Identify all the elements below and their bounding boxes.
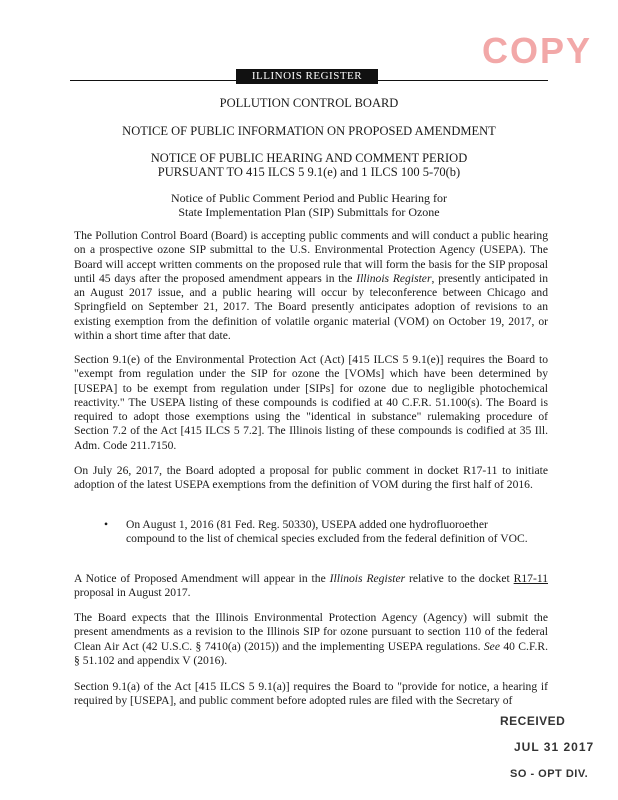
subtitle-line-1: Notice of Public Comment Period and Public Hearing for [171, 191, 447, 205]
paragraph-july-proposal: On July 26, 2017, the Board adopted a proposal for public comment in docket R17-11 to initiate adoption of the latest USEPA exemptions from the definition of VOM during the first half of 2016. [74, 464, 548, 492]
copy-stamp: COPY [481, 30, 592, 71]
p4-text-c: proposal in August 2017. [74, 586, 191, 600]
received-stamp-date: JUL 31 2017 [514, 740, 595, 754]
p4-text-b: relative to the docket [405, 572, 514, 585]
p1-text-b: , presently anticipated in an August 2017 issue, and a public hearing will occur by teleconference between Chicago and Springfield on September 21, 2017. The Board presently anticipates adoption of revisions to an existing exemption from the definition of volatile organic material (VOM) on October 19, 2017, or within a short time after that date. [74, 271, 549, 343]
p1-text-a: The Pollution Control Board (Board) is accepting public comments and will conduct a public hearing on a prospective ozone SIP submittal to the U.S. Environmental Protection Agency (USEPA). The Board will accept written comments on the proposed rule that will form the basis for the SIP proposal until 45 days after the proposed amendment appears in the [74, 229, 548, 285]
board-title: POLLUTION CONTROL BOARD [219, 96, 399, 110]
p5-text-a: The Board expects that the Illinois Environmental Protection Agency (Agency) will submit the present amendments as a revision to the Illinois SIP for ozone pursuant to section 110 of the federal Clean Air Act (42 U.S.C. § 7410(a) (2015)) and the implementing USEPA regulations. [74, 611, 548, 653]
notice-hearing-title: NOTICE OF PUBLIC HEARING AND COMMENT PERIOD [150, 151, 468, 165]
paragraph-intro [74, 229, 548, 343]
p5-see: See [483, 639, 500, 653]
docket-link: R17-11 [513, 572, 548, 585]
p4-text-a: A Notice of Proposed Amendment will appear in the [74, 572, 330, 585]
bullet-text: On August 1, 2016 (81 Fed. Reg. 50330), USEPA added one hydrofluoroether compound to the list of chemical species excluded from the federal definition of VOC. [126, 518, 528, 546]
bullet-symbol: • [104, 518, 109, 531]
paragraph-section-9-1a: Section 9.1(a) of the Act [415 ILCS 5 9.1(a)] requires the Board to "provide for notice, a hearing if required by [USEPA], and public comment before adopted rules are filed with the Secretary of [74, 680, 548, 708]
bullet-item [104, 518, 534, 547]
p5-text-b: 40 C.F.R. § 51.102 and appendix V (2016). [74, 639, 548, 667]
notice-amendment-title: NOTICE OF PUBLIC INFORMATION ON PROPOSED AMENDMENT [122, 124, 496, 138]
register-banner: ILLINOIS REGISTER [236, 69, 378, 84]
paragraph-notice-proposed [74, 572, 548, 601]
paragraph-section-9-1e: Section 9.1(e) of the Environmental Protection Act (Act) [415 ILCS 5 9.1(e)] requires the Board to "exempt from regulation under the SIP for ozone the [VOMs] which have been determined by [USEPA] to be exempt from regulation under [SIPs] for ozone due to negligible photochemical reactivity." The USEPA listing of these compounds is codified at 40 C.F.R. 51.100(s). The Board is required to adopt those exemptions using the "identical in substance" rulemaking procedure of Section 7.2 of the Act [415 ILCS 5 7.2]. The Illinois listing of these compounds is codified at 35 Ill. Adm. Code 211.7150. [74, 353, 548, 452]
received-stamp-division: SO - OPT DIV. [510, 768, 589, 780]
paragraph-agency-submission [74, 611, 548, 668]
p4-italic: Illinois Register [329, 572, 406, 585]
subtitle-line-2: State Implementation Plan (SIP) Submittals for Ozone [178, 205, 440, 219]
p1-italic: Illinois Register [356, 271, 432, 285]
notice-hearing-citation: PURSUANT TO 415 ILCS 5 9.1(e) and 1 ILCS 100 5-70(b) [157, 165, 461, 179]
received-stamp-label: RECEIVED [500, 714, 566, 728]
